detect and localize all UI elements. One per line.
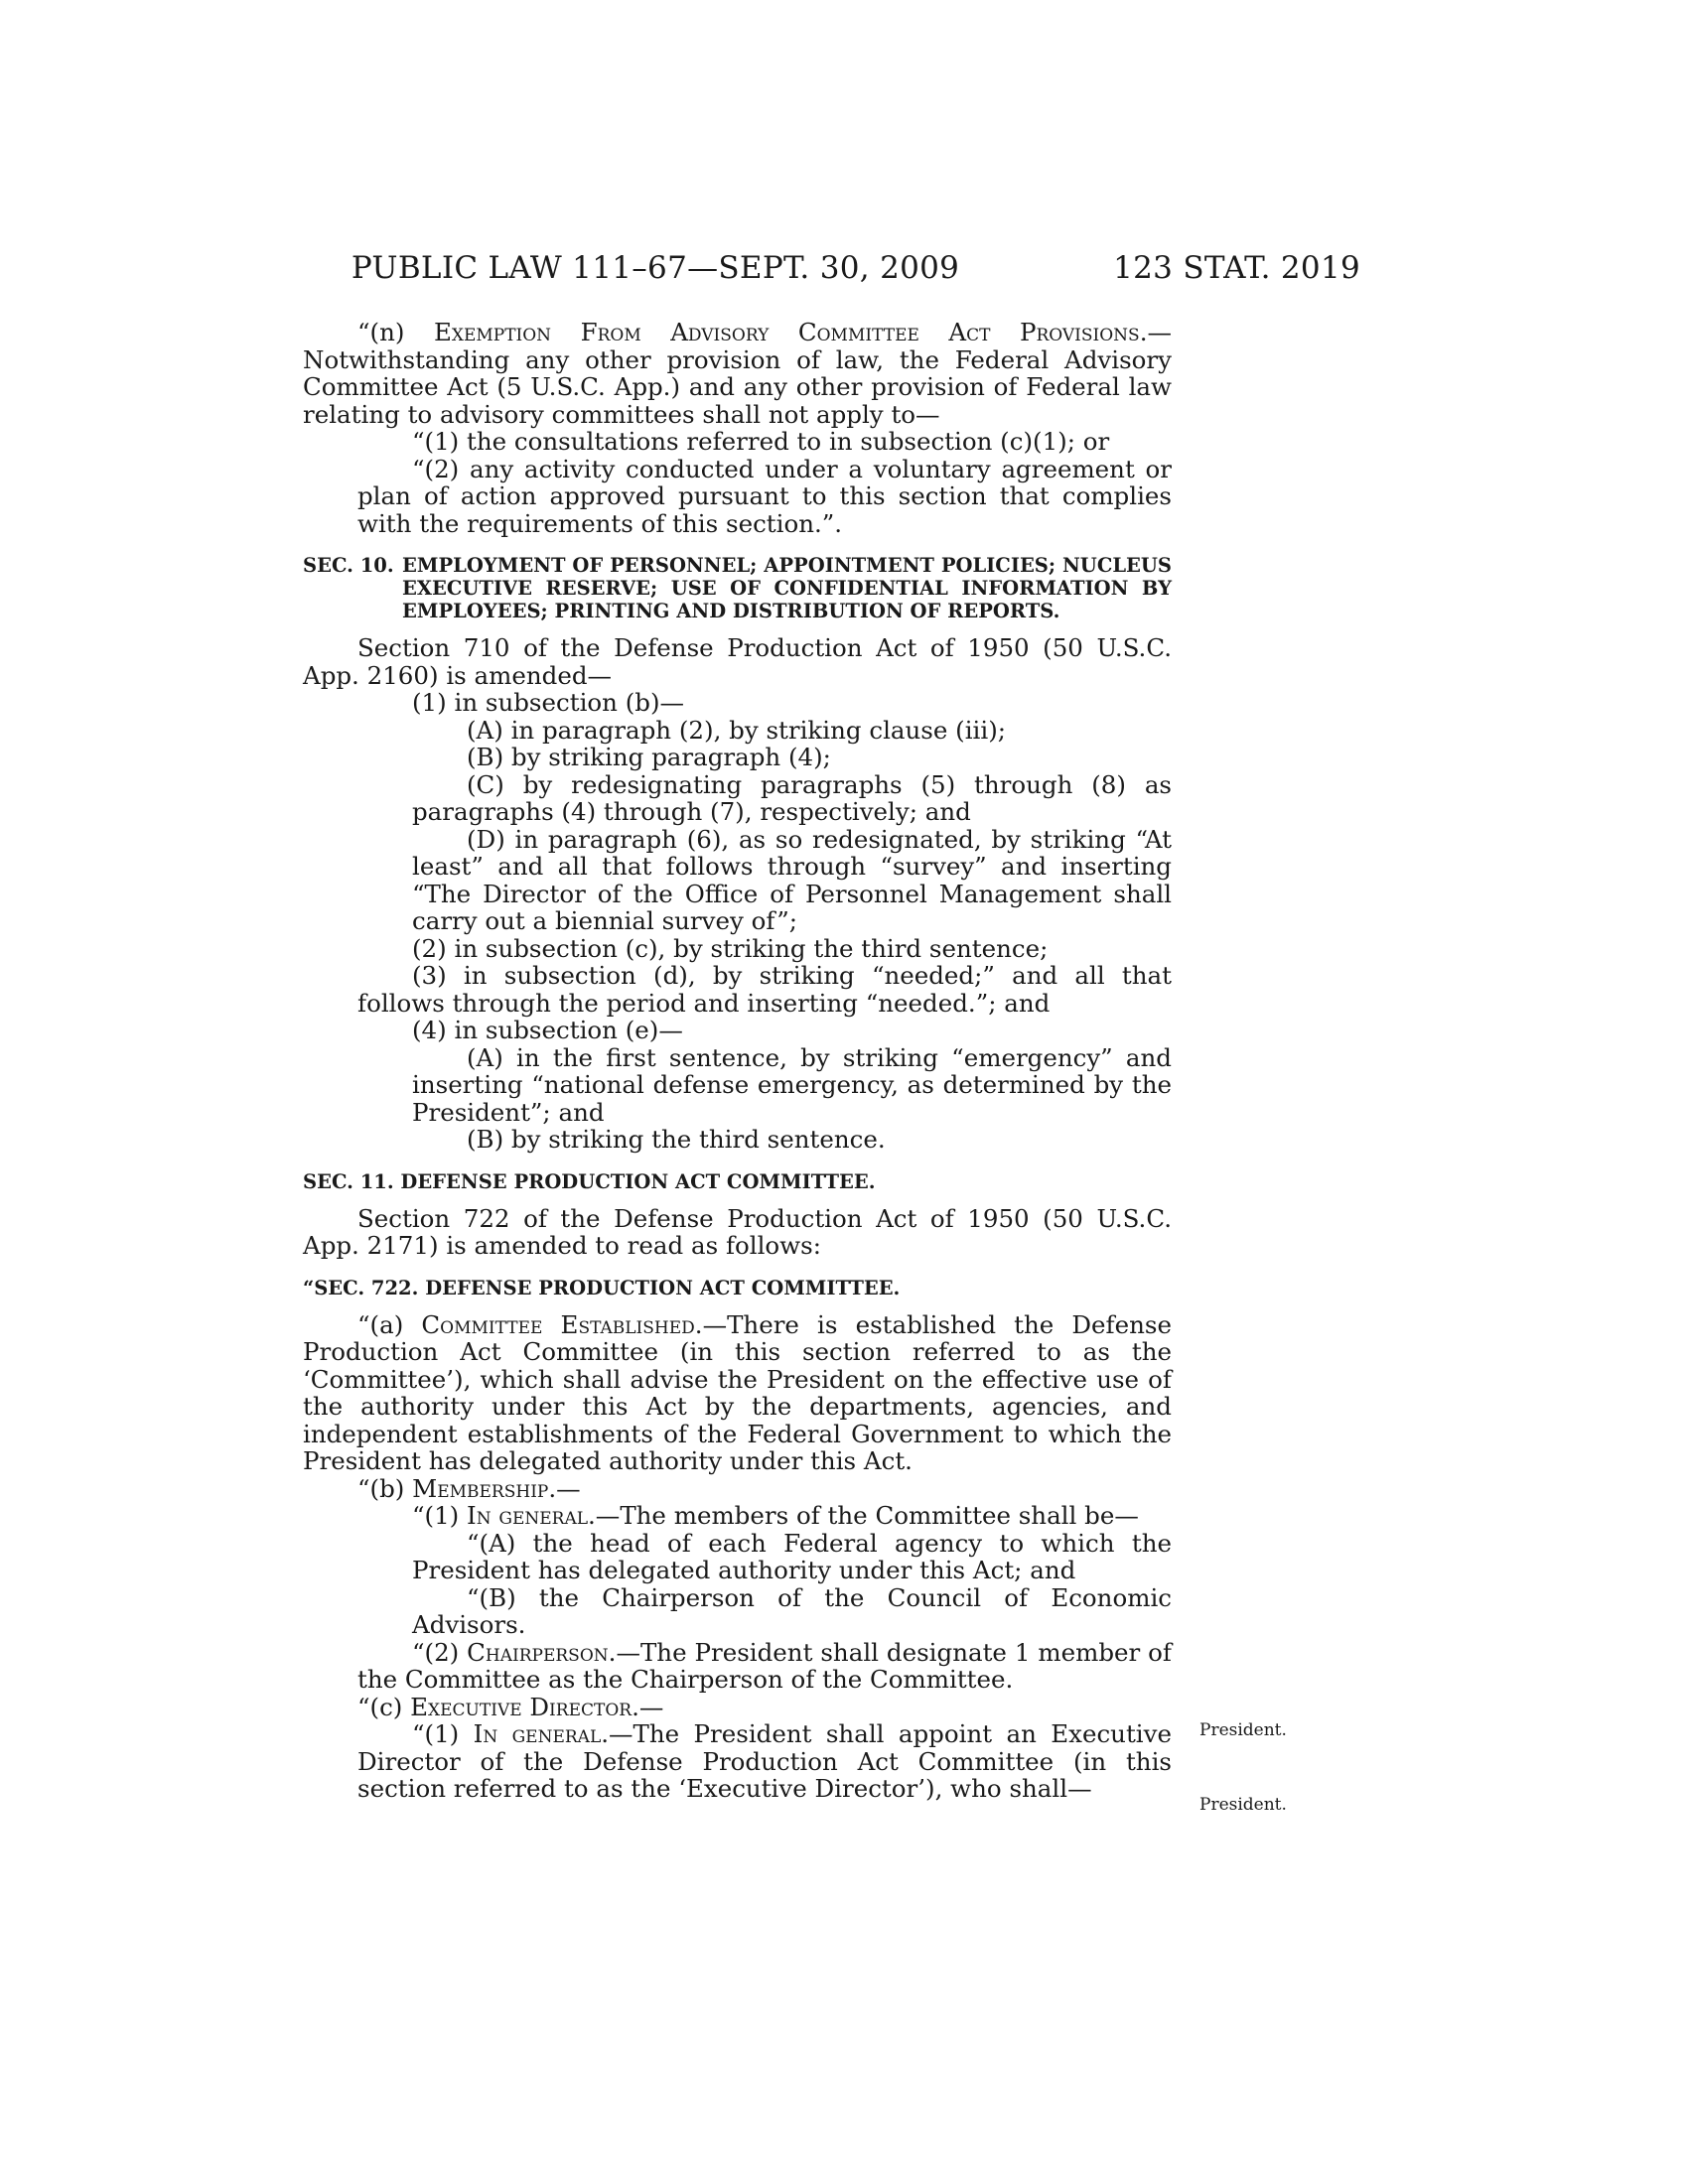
section-11-heading: SEC. 11. DEFENSE PRODUCTION ACT COMMITTEE.	[303, 1169, 876, 1193]
section-10-intro: Section 710 of the Defense Production Act of 1950 (50 U.S.C. App. 2160) is amended—	[303, 633, 1172, 690]
page-header	[0, 250, 1688, 290]
paragraph-b-1-text: The members of the Committee shall be—	[620, 1501, 1139, 1530]
page-body	[303, 319, 1172, 1803]
section-722-heading: “SEC. 722. DEFENSE PRODUCTION ACT COMMITTEE.	[303, 1276, 901, 1299]
section-10-item-1C: (C) by redesignating paragraphs (5) through (8) as paragraphs (4) through (7), respectively; and	[412, 769, 1172, 826]
subsection-c: “(c) Executive Director.—	[357, 1692, 664, 1721]
subparagraph-b-1-A: “(A) the head of each Federal agency to which the President has delegated authority under this Act; and	[412, 1528, 1172, 1584]
paragraph-c-1: “(1) In general.—The President shall appoint an Executive Director of the Defense Production Act Committee (in this section referred to as the ‘Executive Director’), who shall—	[357, 1719, 1172, 1803]
section-10-item-1B: (B) by striking paragraph (4);	[467, 743, 831, 771]
section-11-intro: Section 722 of the Defense Production Act of 1950 (50 U.S.C. App. 2171) is amended to read as follows:	[303, 1203, 1172, 1260]
subsection-b: “(b) Membership.—	[357, 1473, 581, 1503]
subsection-n: “(n) Exemption From Advisory Committee Act Provisions.—Notwithstanding any other provision of law, the Federal Advisory Committee Act (5 U.S.C. App.) and any other provision of Federal law relating to advisory committees shall not apply to—	[303, 318, 1172, 429]
subsection-n-heading: Exemption From Advisory Committee Act Provisions	[433, 318, 1140, 346]
section-10-item-4: (4) in subsection (e)—	[412, 1016, 683, 1044]
section-10-item-3: (3) in subsection (d), by striking “needed;” and all that follows through the period and inserting “needed.”; and	[357, 961, 1172, 1018]
section-10-item-4A: (A) in the first sentence, by striking “emergency” and inserting “national defense emergency, as determined by the President”; and	[412, 1042, 1172, 1127]
statute-citation: 123 STAT. 2019	[1113, 250, 1360, 286]
paragraph-n-1: “(1) the consultations referred to in subsection (c)(1); or	[412, 427, 1110, 456]
paragraph-n-2: “(2) any activity conducted under a voluntary agreement or plan of action approved pursuant to this section that complies with the requirements of this section.”.	[357, 454, 1172, 538]
section-10-item-1: (1) in subsection (b)—	[412, 688, 685, 717]
subsection-n-text: Notwithstanding any other provision of law, the Federal Advisory Committee Act (5 U.S.C. App.) and any other provision of Federal law relating to advisory committees shall not apply to—	[303, 344, 1172, 429]
section-10-title: EMPLOYMENT OF PERSONNEL; APPOINTMENT POLICIES; NUCLEUS EXECUTIVE RESERVE; USE OF CONFIDENTIAL INFORMATION BY EMPLOYEES; PRINTING AND DISTRIBUTION OF REPORTS.	[402, 554, 1172, 622]
section-10-item-1D: (D) in paragraph (6), as so redesignated, by striking “At least” and all that follows through “survey” and inserting “The Director of the Office of Personnel Management shall carry out a biennial survey of”;	[412, 824, 1172, 935]
section-10-item-1A: (A) in paragraph (2), by striking clause (iii);	[467, 715, 1007, 745]
margin-note-president-1: President.	[1199, 1720, 1287, 1740]
paragraph-b-2: “(2) Chairperson.—The President shall designate 1 member of the Committee as the Chairperson of the Committee.	[357, 1637, 1172, 1694]
subsection-a: “(a) Committee Established.—There is established the Defense Production Act Committee (in this section referred to as the ‘Committee’), which shall advise the President on the effective use of the authority under this Act by the departments, agencies, and independent establishments of the Federal Government to which the President has delegated authority under this Act.	[303, 1309, 1172, 1475]
section-10-item-2: (2) in subsection (c), by striking the third sentence;	[412, 933, 1049, 963]
section-10-number: SEC. 10.	[303, 554, 394, 577]
paragraph-b-1-heading: In general	[467, 1501, 589, 1530]
paragraph-c-1-heading: In general	[473, 1719, 602, 1748]
subparagraph-b-1-B: “(B) the Chairperson of the Council of Economic Advisors.	[412, 1582, 1172, 1639]
subsection-b-heading: Membership	[412, 1473, 549, 1503]
subsection-a-heading: Committee Established	[421, 1309, 695, 1339]
margin-note-president-2: President.	[1199, 1795, 1287, 1815]
paragraph-b-2-heading: Chairperson	[467, 1637, 609, 1667]
subsection-c-heading: Executive Director	[410, 1692, 633, 1721]
subsection-a-text: There is established the Defense Production Act Committee (in this section referred to as the ‘Committee’), which shall advise the President on the effective use of the authority under this Act by the departments, agencies, and independent establishments of the Federal Government to which the President has delegated authority under this Act.	[303, 1309, 1172, 1475]
running-head: PUBLIC LAW 111–67—SEPT. 30, 2009	[351, 250, 960, 286]
paragraph-b-2-text: The President shall designate 1 member of the Committee as the Chairperson of the Committee.	[357, 1637, 1172, 1694]
paragraph-c-1-text: The President shall appoint an Executive Director of the Defense Production Act Committee (in this section referred to as the ‘Executive Director’), who shall—	[357, 1719, 1172, 1803]
paragraph-b-1: “(1) In general.—The members of the Committee shall be—	[412, 1501, 1139, 1530]
section-10-heading	[303, 554, 1172, 622]
section-10-item-4B: (B) by striking the third sentence.	[467, 1125, 886, 1154]
